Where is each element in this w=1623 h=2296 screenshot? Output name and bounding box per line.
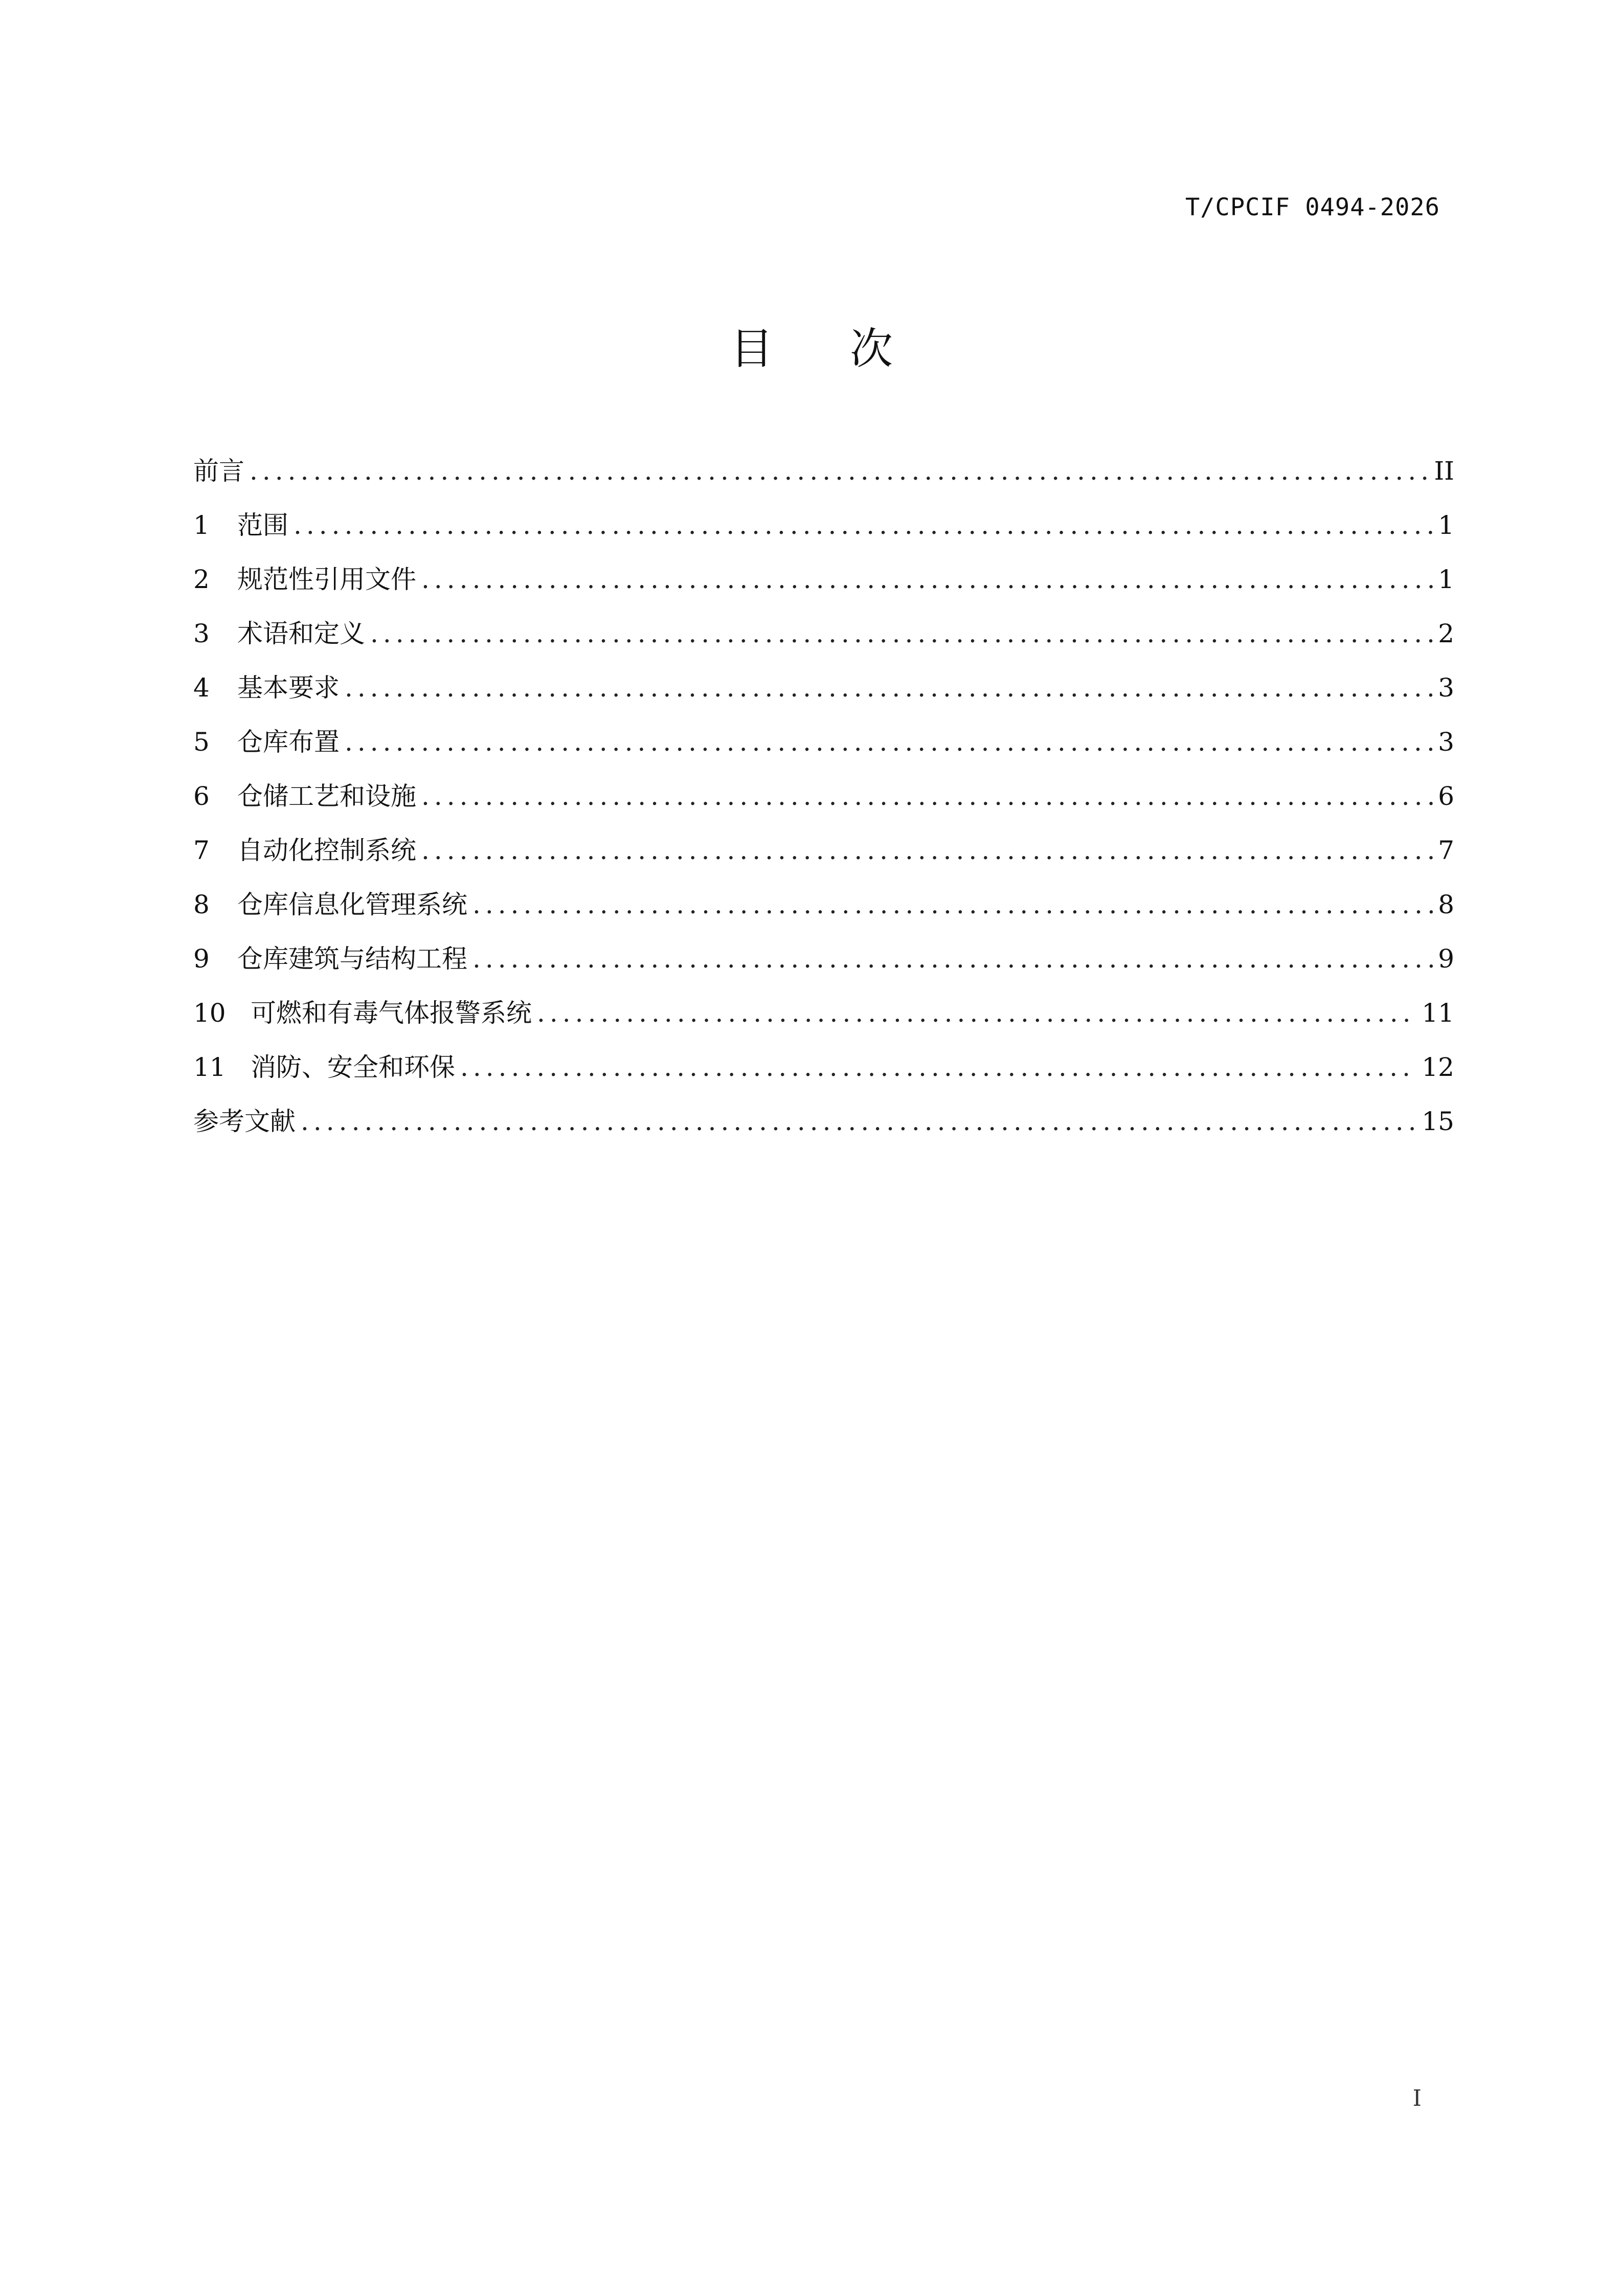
dot-leader — [421, 769, 1433, 823]
toc-entry-4[interactable] — [193, 661, 1454, 715]
toc-entry-title: 范围 — [237, 510, 288, 540]
toc-entry-9[interactable] — [193, 932, 1454, 986]
toc-entry-title: 可燃和有毒气体报警系统 — [251, 998, 532, 1028]
dot-leader — [301, 1094, 1416, 1149]
toc-entry-1[interactable] — [193, 498, 1454, 552]
document-code: T/CPCIF 0494-2026 — [1185, 193, 1440, 221]
toc-entry-title: 仓库建筑与结构工程 — [237, 944, 467, 974]
toc-entry-number: 1 — [193, 510, 210, 540]
toc-entry-page: 11 — [1422, 998, 1454, 1028]
toc-entry-page: 3 — [1438, 727, 1454, 757]
toc-title-char: 目 — [730, 324, 773, 374]
dot-leader — [345, 661, 1433, 715]
toc-entry-number: 5 — [193, 727, 210, 757]
toc-entry-page: 2 — [1438, 619, 1454, 648]
toc-entry-number: 6 — [193, 781, 210, 811]
toc-entry-page: II — [1434, 456, 1454, 486]
toc-entry-page: 7 — [1438, 836, 1454, 865]
toc-entry-2[interactable] — [193, 552, 1454, 606]
dot-leader — [370, 606, 1433, 661]
toc-entry-number: 9 — [193, 944, 210, 974]
toc-entry-title: 术语和定义 — [237, 619, 365, 648]
toc-entry-8[interactable] — [193, 877, 1454, 932]
toc-entry-page: 1 — [1438, 510, 1454, 540]
toc-entry-title: 仓库布置 — [237, 727, 340, 757]
toc-entry-number: 10 — [193, 998, 226, 1028]
toc-entry-3[interactable] — [193, 606, 1454, 661]
dot-leader — [460, 1040, 1416, 1094]
toc-entry-11[interactable] — [193, 1040, 1454, 1094]
dot-leader — [472, 932, 1433, 986]
toc-entry-5[interactable] — [193, 715, 1454, 769]
toc-title — [0, 324, 1623, 374]
dot-leader — [472, 877, 1433, 932]
toc-entry-page: 9 — [1438, 944, 1454, 974]
dot-leader — [421, 552, 1433, 606]
toc-entry-foreword[interactable] — [193, 444, 1454, 498]
toc-entry-title: 基本要求 — [237, 673, 340, 703]
toc-entry-title: 自动化控制系统 — [237, 836, 416, 865]
toc-list — [193, 444, 1454, 1149]
toc-entry-page: 3 — [1438, 673, 1454, 703]
dot-leader — [537, 986, 1416, 1040]
dot-leader — [250, 444, 1429, 498]
page-number: I — [1412, 2085, 1422, 2111]
toc-entry-title: 参考文献 — [193, 1107, 296, 1136]
toc-entry-page: 8 — [1438, 890, 1454, 919]
dot-leader — [345, 715, 1433, 769]
toc-entry-6[interactable] — [193, 769, 1454, 823]
dot-leader — [294, 498, 1433, 552]
toc-entry-number: 11 — [193, 1052, 226, 1082]
toc-entry-title: 规范性引用文件 — [237, 565, 416, 594]
toc-entry-number: 4 — [193, 673, 210, 703]
toc-entry-7[interactable] — [193, 823, 1454, 877]
toc-entry-page: 6 — [1438, 781, 1454, 811]
toc-entry-number: 2 — [193, 565, 210, 594]
toc-entry-10[interactable] — [193, 986, 1454, 1040]
dot-leader — [421, 823, 1433, 877]
toc-entry-title: 消防、安全和环保 — [251, 1052, 455, 1082]
toc-entry-page: 1 — [1438, 565, 1454, 594]
toc-entry-title: 前言 — [193, 456, 244, 486]
toc-entry-number: 8 — [193, 890, 210, 919]
toc-title-char: 次 — [850, 324, 893, 374]
toc-entry-number: 3 — [193, 619, 210, 648]
toc-entry-number: 7 — [193, 836, 210, 865]
toc-entry-page: 12 — [1422, 1052, 1454, 1082]
toc-entry-title: 仓储工艺和设施 — [237, 781, 416, 811]
toc-entry-references[interactable] — [193, 1094, 1454, 1149]
toc-entry-page: 15 — [1422, 1107, 1454, 1136]
toc-entry-title: 仓库信息化管理系统 — [237, 890, 467, 919]
